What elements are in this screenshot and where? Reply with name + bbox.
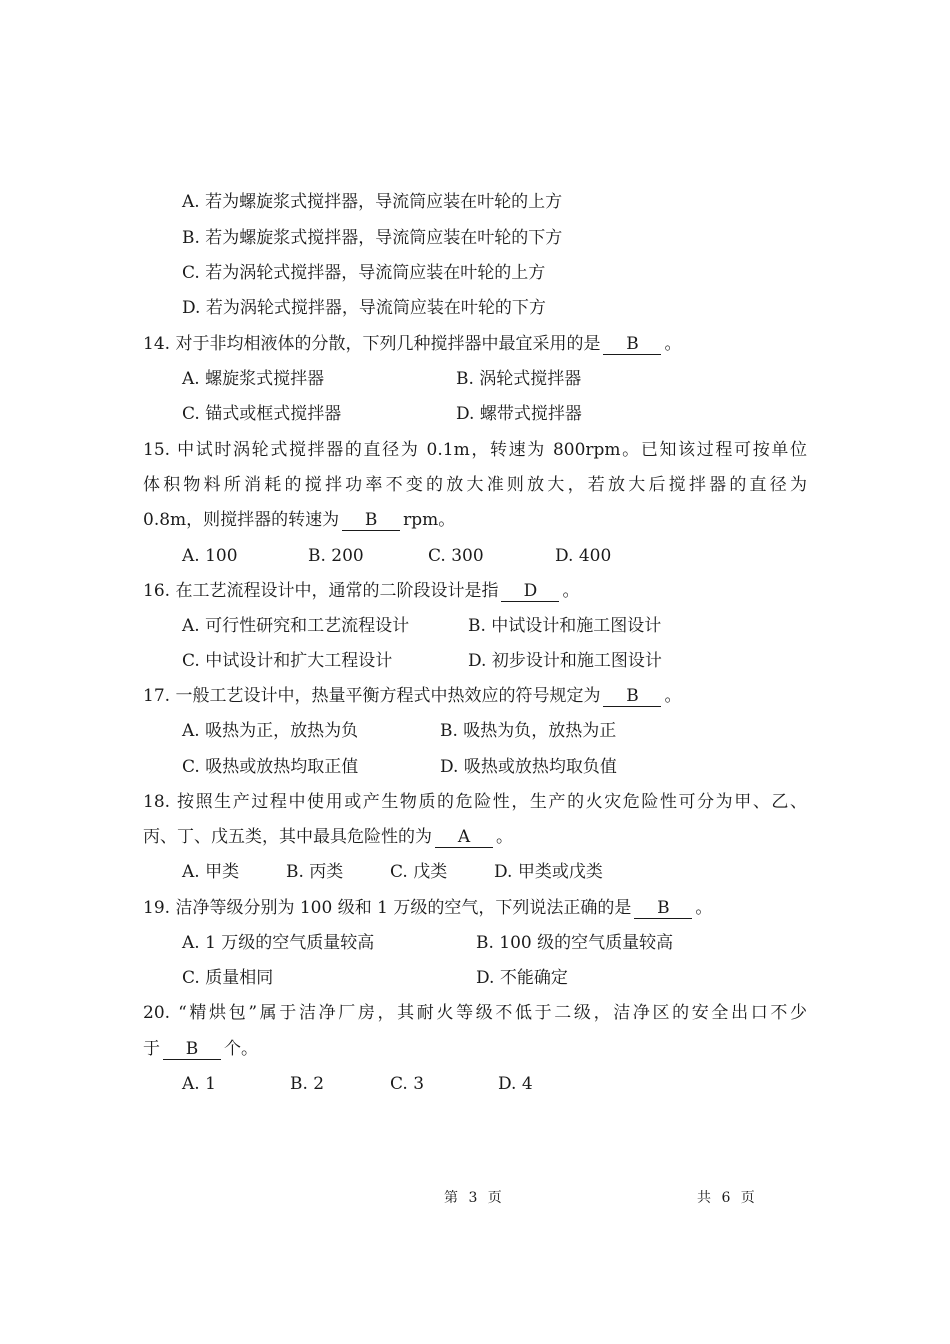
q14-option-b: B. 涡轮式搅拌器 bbox=[456, 369, 582, 389]
footer-page-current: 第 3 页 bbox=[444, 1190, 502, 1206]
q13-option-d: D. 若为涡轮式搅拌器，导流筒应装在叶轮的下方 bbox=[182, 298, 546, 318]
q18-option-d: D. 甲类或戊类 bbox=[494, 862, 603, 882]
q16-option-d: D. 初步设计和施工图设计 bbox=[468, 651, 662, 671]
q20-stem-line2 bbox=[143, 1037, 258, 1061]
q20-option-d: D. 4 bbox=[498, 1074, 533, 1094]
q17-stem-text: 17. 一般工艺设计中，热量平衡方程式中热效应的符号规定为 bbox=[143, 686, 601, 706]
q17-stem bbox=[143, 684, 681, 708]
q16-option-b: B. 中试设计和施工图设计 bbox=[468, 616, 662, 636]
q20-stem-text: 于 bbox=[143, 1039, 160, 1059]
q17-answer-blank: B bbox=[603, 686, 661, 707]
q18-option-c: C. 戊类 bbox=[390, 862, 448, 882]
q14-option-a: A. 螺旋浆式搅拌器 bbox=[182, 369, 325, 389]
q20-option-a: A. 1 bbox=[182, 1074, 216, 1094]
q19-stem-text: 19. 洁净等级分别为 100 级和 1 万级的空气，下列说法正确的是 bbox=[143, 898, 632, 918]
q15-option-d: D. 400 bbox=[555, 546, 612, 566]
q20-answer-blank: B bbox=[163, 1039, 221, 1060]
q18-stem-line1: 18. 按照生产过程中使用或产生物质的危险性，生产的火灾危险性可分为甲、乙、 bbox=[143, 792, 807, 812]
q13-option-c: C. 若为涡轮式搅拌器，导流筒应装在叶轮的上方 bbox=[182, 263, 546, 283]
q16-stem-text: 16. 在工艺流程设计中，通常的二阶段设计是指 bbox=[143, 581, 499, 601]
q16-answer-blank: D bbox=[501, 581, 559, 602]
q15-option-a: A. 100 bbox=[182, 546, 238, 566]
q19-option-d: D. 不能确定 bbox=[476, 968, 568, 988]
q18-option-b: B. 丙类 bbox=[286, 862, 344, 882]
q14-answer-blank: B bbox=[603, 334, 661, 355]
q20-stem-end: 个。 bbox=[224, 1039, 258, 1059]
footer-page-total: 共 6 页 bbox=[697, 1190, 755, 1206]
q17-option-a: A. 吸热为正，放热为负 bbox=[182, 721, 359, 741]
q14-option-d: D. 螺带式搅拌器 bbox=[456, 404, 582, 424]
q16-option-a: A. 可行性研究和工艺流程设计 bbox=[182, 616, 410, 636]
q14-stem bbox=[143, 332, 681, 356]
q17-option-b: B. 吸热为负，放热为正 bbox=[440, 721, 617, 741]
q17-option-d: D. 吸热或放热均取负值 bbox=[440, 757, 617, 777]
q14-stem-text: 14. 对于非均相液体的分散，下列几种搅拌器中最宜采用的是 bbox=[143, 334, 601, 354]
q15-option-c: C. 300 bbox=[428, 546, 484, 566]
q15-stem-line1: 15. 中试时涡轮式搅拌器的直径为 0.1m，转速为 800rpm。已知该过程可按单位 bbox=[143, 440, 807, 460]
q18-stem-text: 丙、丁、戊五类，其中最具危险性的为 bbox=[143, 827, 432, 847]
q14-stem-end: 。 bbox=[664, 334, 682, 354]
q16-stem-end: 。 bbox=[562, 581, 580, 601]
q19-answer-blank: B bbox=[634, 898, 692, 919]
q17-option-c: C. 吸热或放热均取正值 bbox=[182, 757, 359, 777]
q15-option-b: B. 200 bbox=[308, 546, 364, 566]
q18-answer-blank: A bbox=[435, 827, 493, 848]
q20-option-b: B. 2 bbox=[290, 1074, 325, 1094]
q18-stem-end: 。 bbox=[496, 827, 513, 847]
q15-stem-end: rpm。 bbox=[403, 510, 456, 530]
q13-option-a: A. 若为螺旋浆式搅拌器，导流筒应装在叶轮的上方 bbox=[182, 192, 563, 212]
q16-stem bbox=[143, 579, 579, 603]
q14-option-c: C. 锚式或框式搅拌器 bbox=[182, 404, 342, 424]
q20-stem-line1: 20. “精烘包”属于洁净厂房，其耐火等级不低于二级，洁净区的安全出口不少 bbox=[143, 1003, 807, 1023]
q15-stem-line3 bbox=[143, 508, 455, 532]
q19-stem-end: 。 bbox=[695, 898, 713, 918]
q17-stem-end: 。 bbox=[664, 686, 682, 706]
q15-answer-blank: B bbox=[342, 510, 400, 531]
q20-option-c: C. 3 bbox=[390, 1074, 425, 1094]
q16-option-c: C. 中试设计和扩大工程设计 bbox=[182, 651, 393, 671]
q19-option-b: B. 100 级的空气质量较高 bbox=[476, 933, 674, 953]
q15-stem-text: 0.8m，则搅拌器的转速为 bbox=[143, 510, 340, 530]
q18-option-a: A. 甲类 bbox=[182, 862, 240, 882]
q13-option-b: B. 若为螺旋浆式搅拌器，导流筒应装在叶轮的下方 bbox=[182, 228, 563, 248]
q19-stem bbox=[143, 896, 712, 920]
q19-option-c: C. 质量相同 bbox=[182, 968, 274, 988]
q18-stem-line2 bbox=[143, 825, 513, 849]
q15-stem-line2: 体积物料所消耗的搅拌功率不变的放大准则放大，若放大后搅拌器的直径为 bbox=[143, 475, 807, 495]
q19-option-a: A. 1 万级的空气质量较高 bbox=[182, 933, 375, 953]
